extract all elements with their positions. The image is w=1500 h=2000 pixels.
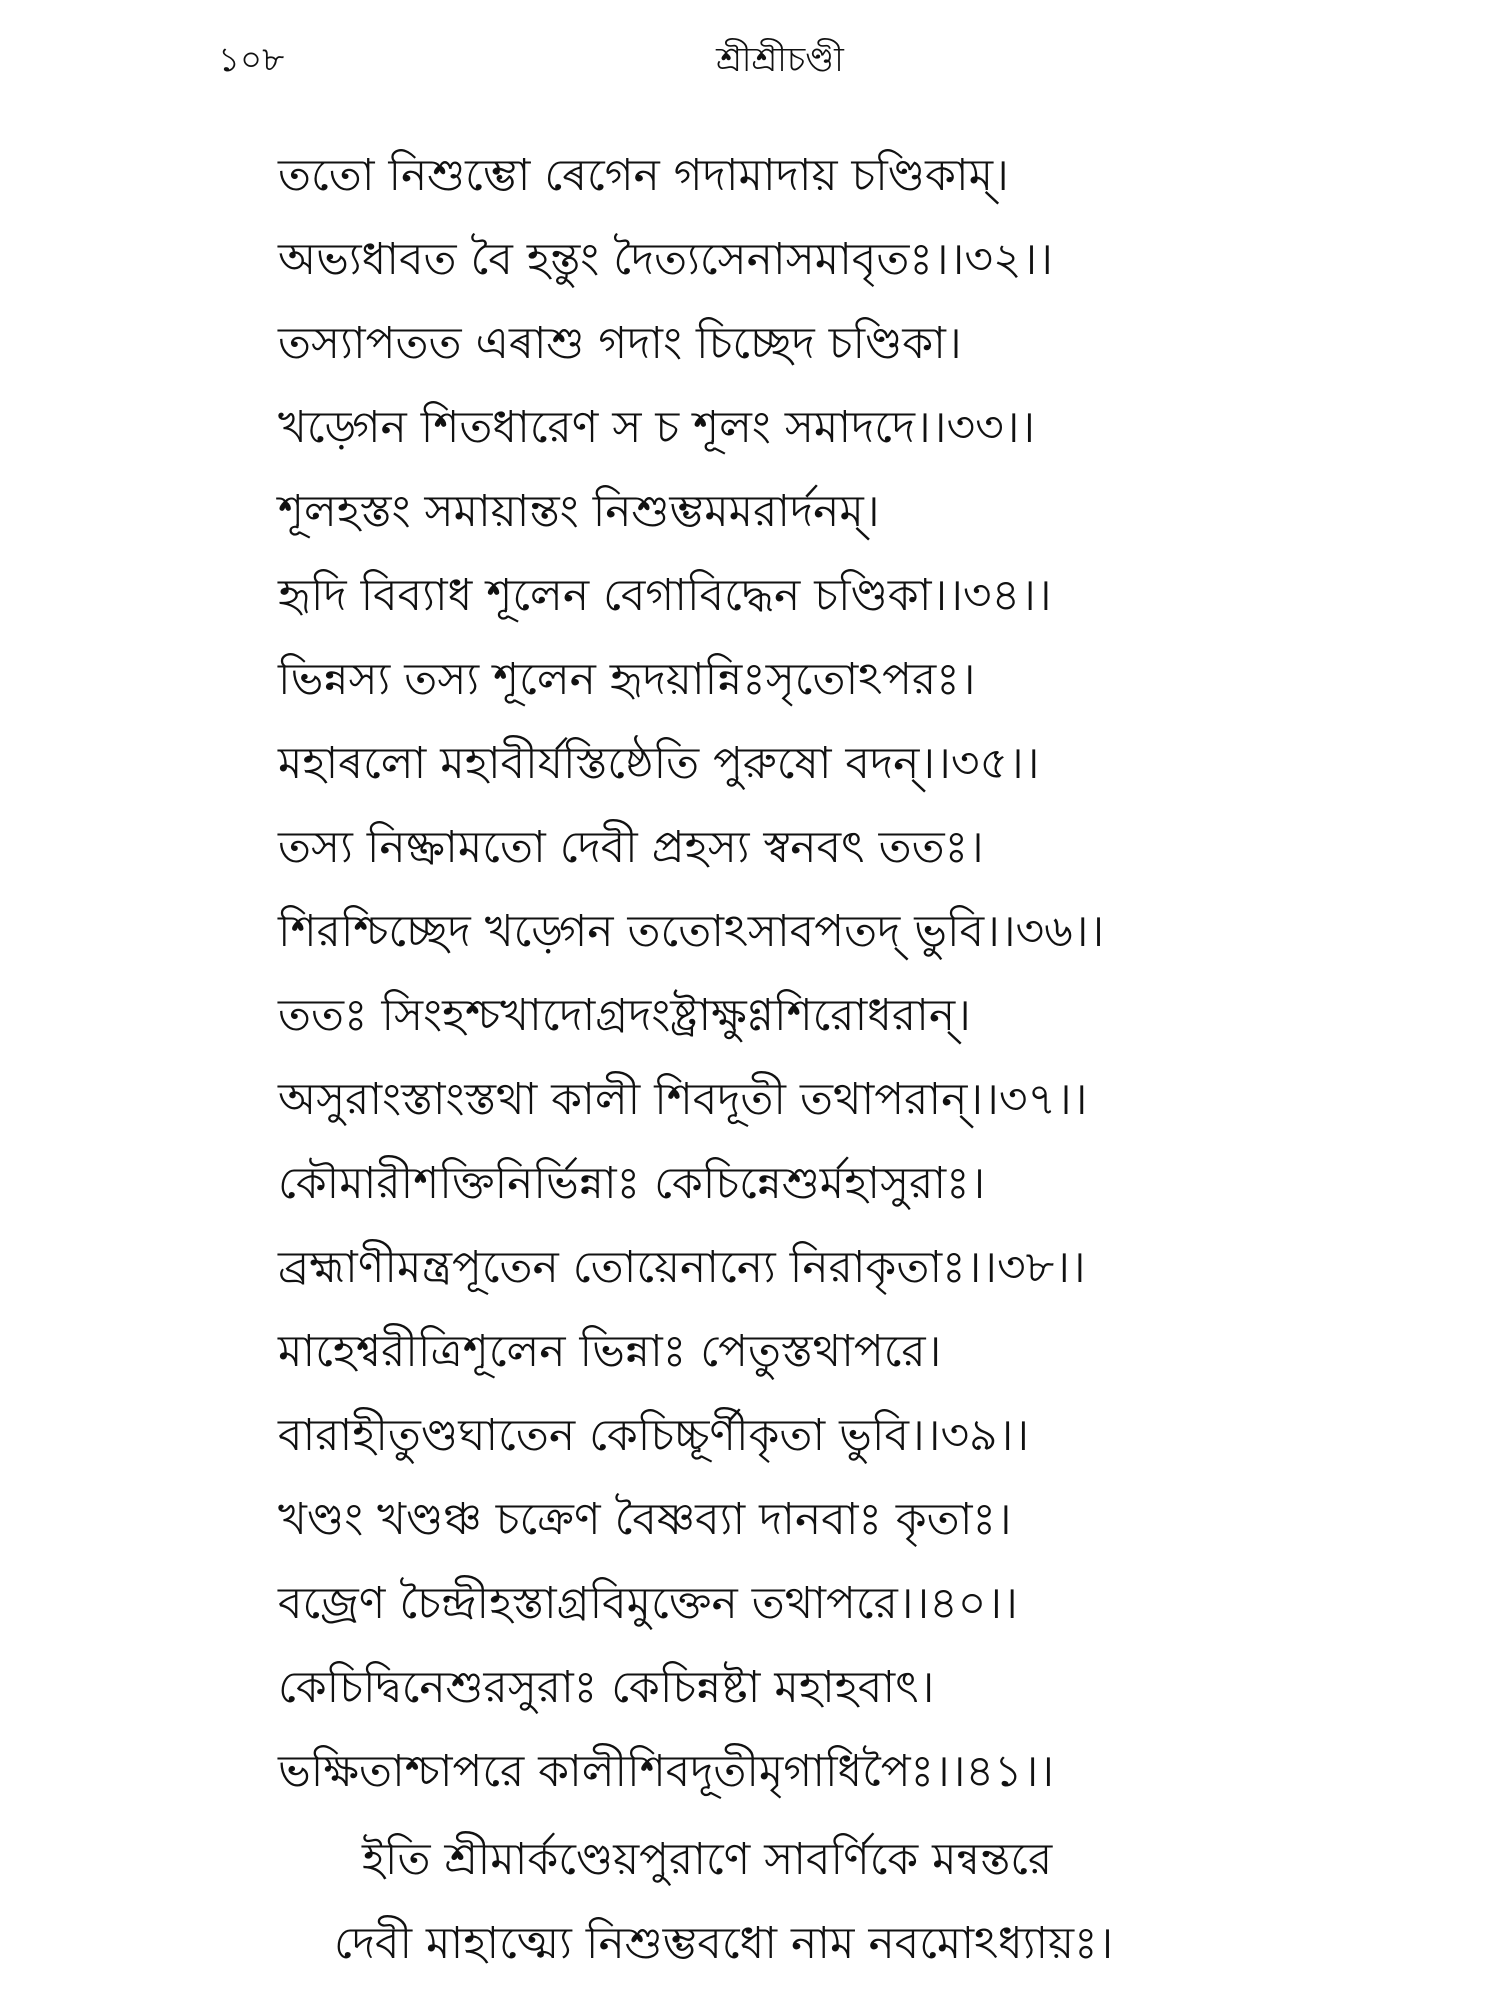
verse-line: ততো নিশুম্ভো ৰেগেন গদামাদায় চণ্ডিকাম্।: [278, 150, 1009, 201]
verse-line: অভ্যধাবত বৈ হন্তুং দৈত্যসেনাসমাবৃতঃ।।৩২।।: [278, 234, 1054, 285]
verse-line: কেচিদ্বিনেশুরসুরাঃ কেচিন্নষ্টা মহাহবাৎ।: [278, 1662, 935, 1713]
verse-line: তস্যাপতত এৰাশু গদাং চিচ্ছেদ চণ্ডিকা।: [278, 318, 962, 369]
verse-line: মাহেশ্বরীত্রিশূলেন ভিন্নাঃ পেতুস্তথাপরে।: [278, 1326, 942, 1377]
verse-line: কৌমারীশক্তিনির্ভিন্নাঃ কেচিন্নেশুর্মহাসুরাঃ।: [278, 1158, 986, 1209]
page-number: ১০৮: [218, 40, 285, 80]
chapter-colophon: [0, 1818, 1500, 1986]
colophon-line: দেবী মাহাত্ম্যে নিশুম্ভবধো নাম নবমোঽধ্যায়ঃ।: [334, 1918, 1114, 1969]
verse-line: খণ্ডং খণ্ডঞ্চ চক্রেণ বৈষ্ণব্যা দানবাঃ কৃতাঃ।: [278, 1494, 1012, 1545]
verse-line: মহাৰলো মহাবীর্যস্তিষ্ঠেতি পুরুষো বদন্।।৩৫।।: [278, 738, 1040, 789]
verse-line: অসুরাংস্তাংস্তথা কালী শিবদূতী তথাপরান্।।৩৭।।: [278, 1074, 1088, 1125]
verse-block: [278, 134, 1278, 1814]
verse-line: ব্ৰহ্মাণীমন্ত্রপূতেন তোয়েনান্যে নিরাকৃতাঃ।।৩৮।।: [278, 1242, 1086, 1293]
verse-line: ভক্ষিতাশ্চাপরে কালীশিবদূতীমৃগাধিপৈঃ।।৪১।।: [278, 1746, 1055, 1797]
verse-line: ততঃ সিংহশ্চখাদোগ্রদংষ্ট্রাক্ষুণ্ণশিরোধরান্।: [278, 990, 971, 1041]
verse-line: বারাহীতুণ্ডঘাতেন কেচিচ্চূর্ণীকৃতা ভুবি।।৩৯।।: [278, 1410, 1030, 1461]
colophon-line: ইতি শ্ৰীমার্কণ্ডেয়পুরাণে সাবর্ণিকে মন্বন্তরে: [362, 1834, 1053, 1885]
verse-line: শিরশ্চিচ্ছেদ খড়্গেন ততোঽসাবপতদ্ ভুবি।।৩৬।।: [278, 906, 1105, 957]
verse-line: হৃদি বিব্যাধ শূলেন বেগাবিদ্ধেন চণ্ডিকা।।৩৪।।: [278, 570, 1052, 621]
verse-line: শূলহস্তং সমায়ান্তং নিশুম্ভমমরার্দনম্।: [278, 486, 880, 537]
verse-line: তস্য নিষ্ক্রামতো দেবী প্রহস্য স্বনবৎ ততঃ।: [278, 822, 984, 873]
verse-line: খড়্গেন শিতধারেণ স চ শূলং সমাদদে।।৩৩।।: [278, 402, 1036, 453]
verse-line: বজ্রেণ চৈন্দ্রীহস্তাগ্রবিমুক্তেন তথাপরে।।৪০।।: [278, 1578, 1018, 1629]
verse-line: ভিন্নস্য তস্য শূলেন হৃদয়ান্নিঃসৃতোঽপরঃ।: [278, 654, 976, 705]
running-title: শ্ৰীশ্ৰীচণ্ডী: [716, 40, 844, 80]
